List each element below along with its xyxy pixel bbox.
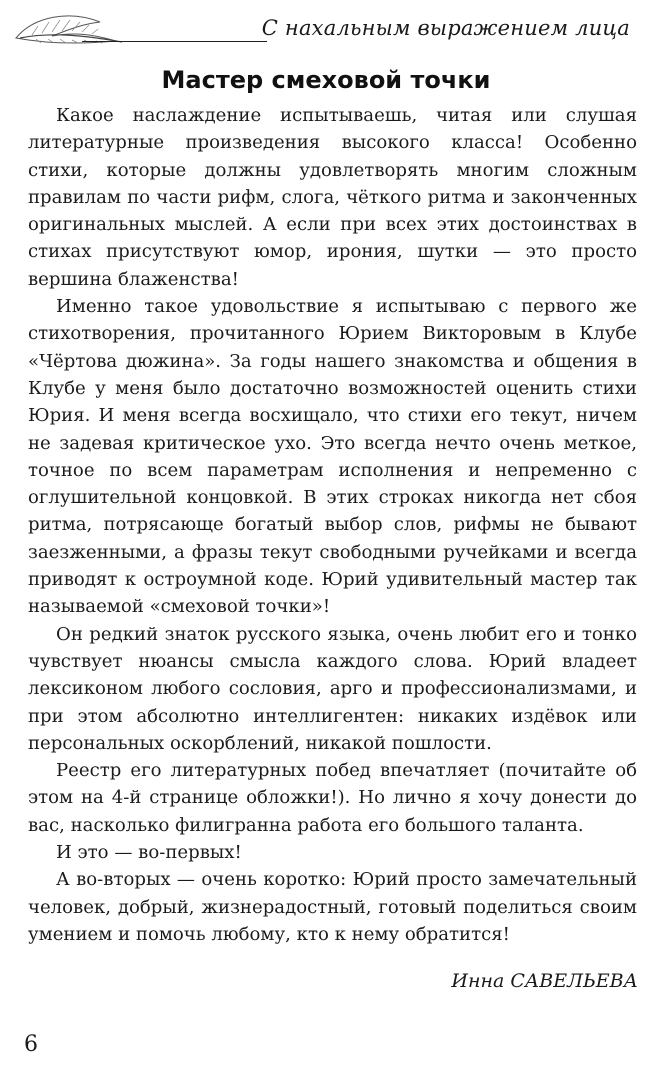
paragraph-4: Реестр его литературных побед впечатляет (почитайте об этом на 4-й странице обложки!). Но лично я хочу донести до вас, насколько филигранна работа его большого таланта. xyxy=(28,760,637,836)
running-title: С нахальным выражением лица xyxy=(261,16,630,40)
article-body xyxy=(28,102,637,948)
paragraph-6: А во-вторых — очень коротко: Юрий просто замечательный человек, добрый, жизнерадостный, готовый поделиться своим умением и помочь любому, кто к нему обратится! xyxy=(28,869,637,945)
article-title: Мастер смеховой точки xyxy=(161,66,491,94)
paragraph-3: Он редкий знаток русского языка, очень любит его и тонко чувствует нюансы смысла каждого слова. Юрий владеет лексиконом любого сословия, арго и профессионализмами, и при этом абсолютно интеллигентен: никаких издёвок или персональных оскорблений, никакой пошлости. xyxy=(28,623,637,754)
header-rule xyxy=(82,41,267,42)
page-number: 6 xyxy=(24,1032,38,1057)
author-signature: Инна САВЕЛЬЕВА xyxy=(451,970,638,992)
running-header xyxy=(12,8,642,48)
paragraph-2: Именно такое удовольствие я испытываю с первого же стихотворения, прочитанного Юрием Викторовым в Клубе «Чёртова дюжина». За годы нашего знакомства и общения в Клубе у меня было достаточно возможностей оценить стихи Юрия. И меня всегда восхищало, что стихи его текут, ничем не задевая критическое ухо. Это всегда нечто очень меткое, точное по всем параметрам исполнения и непременно с оглушительной концовкой. В этих строках никогда нет сбоя ритма, потрясающе богатый выбор слов, рифмы не бывают заезженными, а фразы текут свободными ручейками и всегда приводят к остроумной коде. Юрий удивительный мастер так называемой «смеховой точки»! xyxy=(28,296,637,618)
paragraph-1: Какое наслаждение испытываешь, читая или слушая литературные произведения высокого класса! Особенно стихи, которые должны удовлетворять многим сложным правилам по части рифм, слога, чёткого ритма и законченных оригинальных мыслей. А если при всех этих достоинствах в стихах присутствуют юмор, ирония, шутки — это просто вершина блаженства! xyxy=(28,105,637,290)
quill-feather-icon xyxy=(12,8,132,48)
paragraph-5: И это — во-первых! xyxy=(56,842,242,864)
